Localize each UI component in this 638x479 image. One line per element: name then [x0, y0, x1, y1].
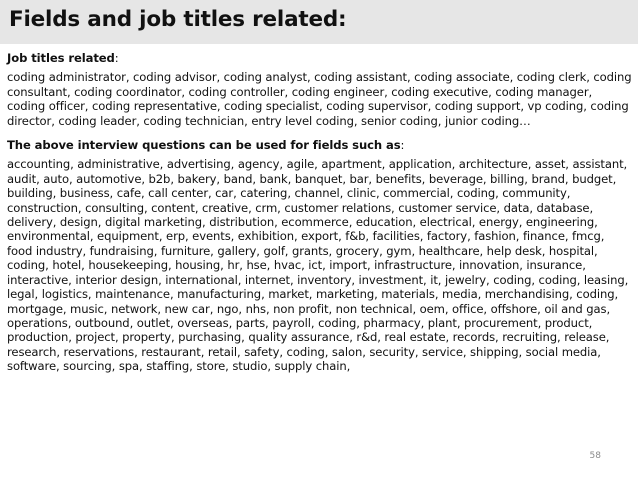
fields-heading-label: The above interview questions can be used for fields such as [7, 138, 401, 153]
fields-heading [7, 138, 633, 152]
slide-title: Fields and job titles related: [9, 7, 347, 32]
job-titles-list: coding administrator, coding advisor, coding analyst, coding assistant, coding associate, coding clerk, coding consultant, coding coordinator, coding controller, coding engineer, coding executive, coding manager, coding officer, coding representative, coding specialist, coding supervisor, coding support, vp coding, coding director, coding leader, coding technician, entry level coding, senior coding, junior coding… [7, 70, 632, 128]
job-titles-heading-colon: : [114, 51, 119, 65]
job-titles-heading [7, 51, 633, 65]
fields-list: accounting, administrative, advertising, agency, agile, apartment, application, architecture, asset, assistant, audit, auto, automotive, b2b, bakery, band, bank, banquet, bar, benefits, beverage, billing, brand, budget, building, business, cafe, call center, car, catering, channel, clinic, commercial, coding, community, construction, consulting, content, creative, crm, customer relations, customer service, data, database, delivery, design, digital marketing, distribution, ecommerce, education, electrical, energy, engineering, environmental, equipment, erp, events, exhibition, export, f&b, facilities, factory, fashion, finance, fmcg, food industry, fundraising, furniture, gallery, golf, grants, grocery, gym, healthcare, help desk, hospital, coding, hotel, housekeeping, housing, hr, hse, hvac, ict, import, infrastructure, innovation, insurance, interactive, interior design, international, internet, inventory, investment, it, jewelry, coding, coding, leasing, legal, logistics, maintenance, manufacturing, market, marketing, materials, media, merchandising, coding, mortgage, music, network, new car, ngo, nhs, non profit, non technical, oem, office, offshore, oil and gas, operations, outbound, outlet, overseas, parts, payroll, coding, pharmacy, plant, procurement, product, production, project, property, purchasing, quality assurance, r&d, real estate, records, recruiting, release, research, reservations, restaurant, retail, safety, coding, salon, security, service, shipping, social media, software, sourcing, spa, staffing, store, studio, supply chain, [7, 157, 629, 374]
title-bar [0, 0, 638, 44]
slide-content [7, 51, 633, 374]
job-titles-heading-label: Job titles related [7, 51, 115, 65]
page-number: 58 [589, 451, 601, 461]
section-gap [7, 128, 633, 138]
fields-heading-colon: : [400, 138, 405, 153]
